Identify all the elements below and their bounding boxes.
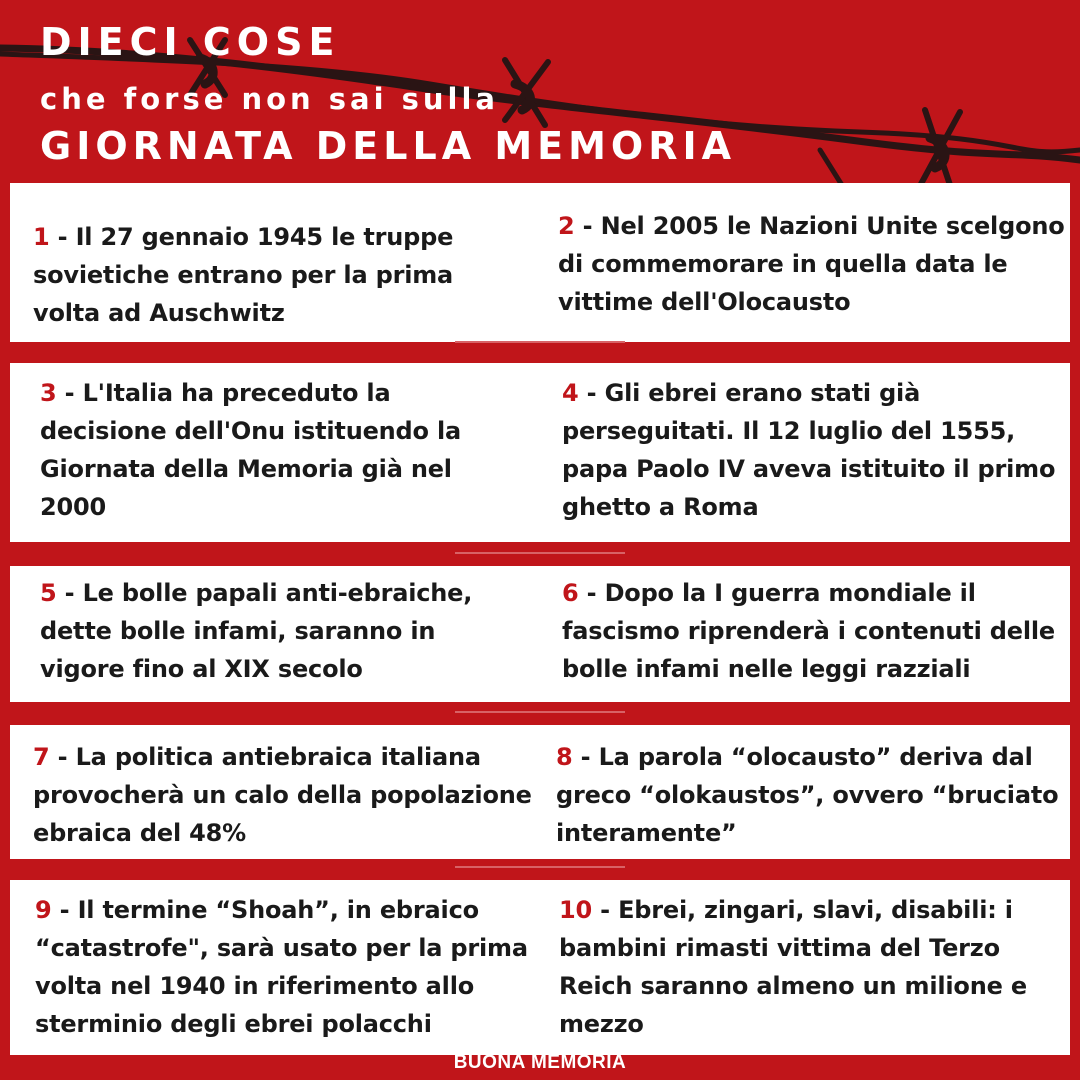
fact-number: 4 [562,379,579,407]
fact-number: 9 [35,896,52,924]
fact-2 [558,207,1068,321]
footer-text: BUONA MEMORIA [453,1052,627,1073]
fact-text: - Dopo la I guerra mondiale il fascismo riprenderà i contenuti delle bolle infami nelle leggi razziali [562,579,1055,683]
fact-text: - La parola “olocausto” deriva dal greco “olokaustos”, ovvero “bruciato interamente” [556,743,1059,847]
title-line-3: GIORNATA DELLA MEMORIA [40,124,737,168]
title-line-1: DIECI COSE [40,20,341,64]
fact-10 [559,891,1064,1043]
divider [455,711,625,713]
fact-number: 1 [33,223,50,251]
fact-number: 8 [556,743,573,771]
fact-text: - Il 27 gennaio 1945 le truppe sovietiche entrano per la prima volta ad Auschwitz [33,223,454,327]
fact-4 [562,374,1062,526]
fact-9 [35,891,555,1043]
fact-text: - Ebrei, zingari, slavi, disabili: i bambini rimasti vittima del Terzo Reich saranno almeno un milione e mezzo [559,896,1027,1038]
fact-8 [556,738,1066,852]
fact-1 [33,218,483,332]
fact-text: - Le bolle papali anti-ebraiche, dette bolle infami, saranno in vigore fino al XIX secolo [40,579,473,683]
fact-text: - Nel 2005 le Nazioni Unite scelgono di commemorare in quella data le vittime dell'Olocausto [558,212,1065,316]
fact-7 [33,738,533,852]
fact-text: - La politica antiebraica italiana provocherà un calo della popolazione ebraica del 48% [33,743,532,847]
divider [455,866,625,868]
fact-5 [40,574,520,688]
fact-text: - L'Italia ha preceduto la decisione dell'Onu istituendo la Giornata della Memoria già nel 2000 [40,379,461,521]
divider [455,552,625,554]
fact-number: 5 [40,579,57,607]
fact-number: 3 [40,379,57,407]
fact-text: - Gli ebrei erano stati già perseguitati. Il 12 luglio del 1555, papa Paolo IV aveva istituito il primo ghetto a Roma [562,379,1056,521]
fact-text: - Il termine “Shoah”, in ebraico “catastrofe", sarà usato per la prima volta nel 1940 in riferimento allo sterminio degli ebrei polacchi [35,896,528,1038]
fact-number: 6 [562,579,579,607]
title-block [40,22,736,166]
fact-number: 2 [558,212,575,240]
fact-6 [562,574,1072,688]
fact-3 [40,374,490,526]
divider [455,341,625,343]
fact-number: 7 [33,743,50,771]
fact-number: 10 [559,896,592,924]
title-line-2: che forse non sai sulla [40,82,500,116]
